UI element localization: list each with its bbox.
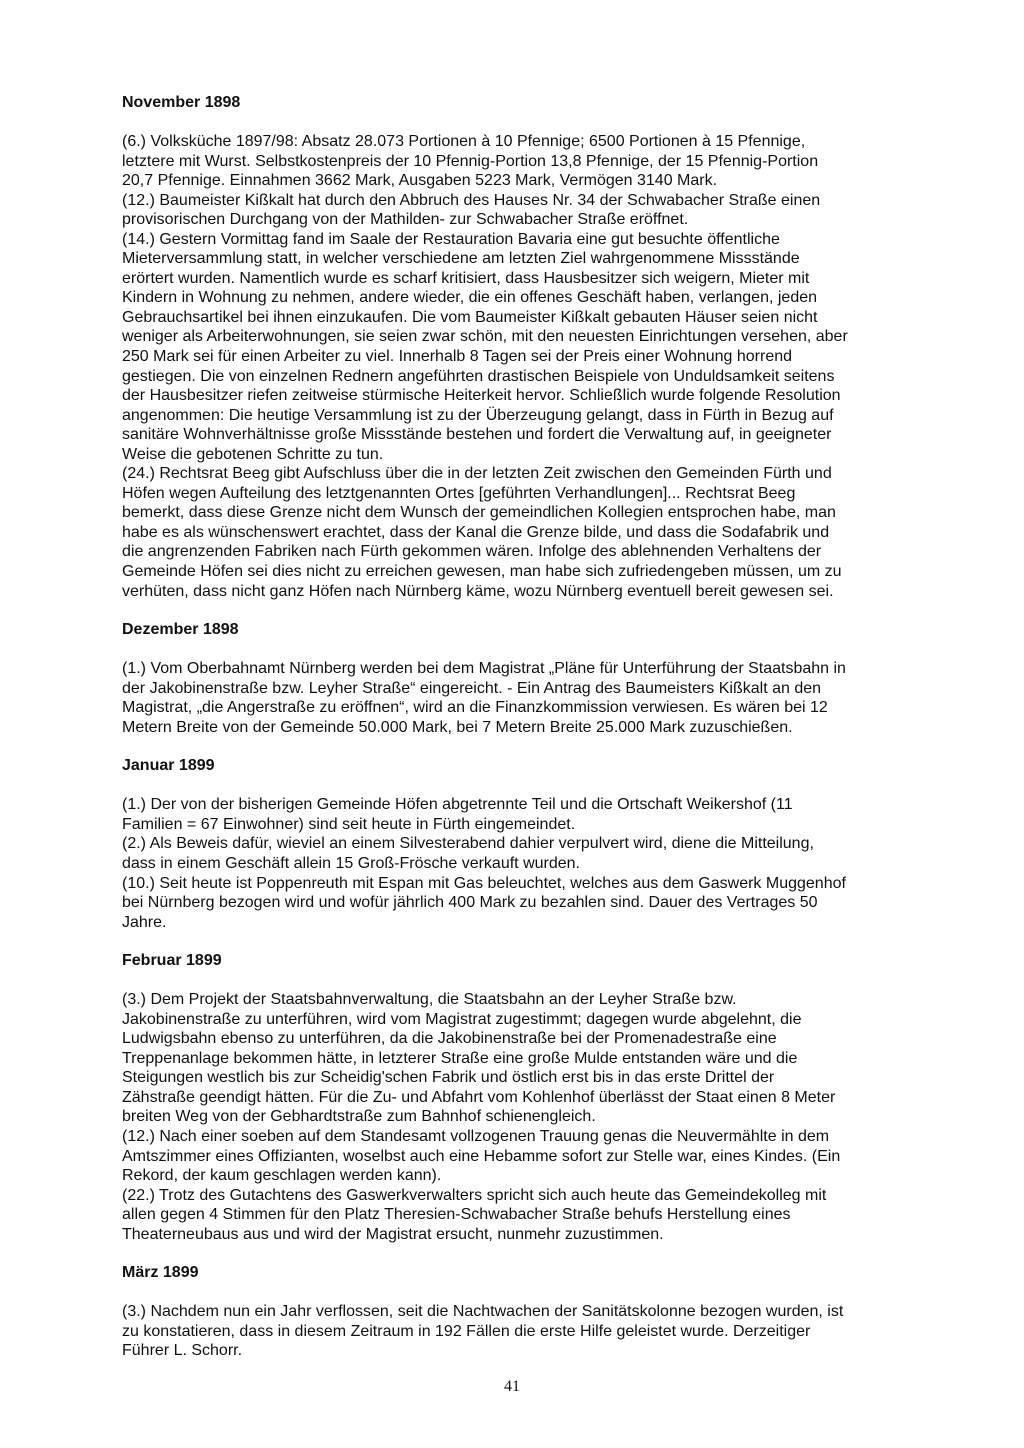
section-text [122, 990, 922, 1244]
text-line: Theaterneubaus aus und wird der Magistrat ersucht, nunmehr zuzustimmen. [122, 1225, 664, 1243]
section-heading: Januar 1899 [122, 757, 215, 775]
section-heading: März 1899 [122, 1264, 199, 1282]
text-line: Höfen wegen Aufteilung des letztgenannten Ortes [geführten Verhandlungen]... Rechtsrat Beeg [122, 484, 796, 502]
text-line: allen gegen 4 Stimmen für den Platz Theresien-Schwabacher Straße behufs Herstellung eines [122, 1206, 791, 1224]
text-line: der Jakobinenstraße bzw. Leyher Straße“ eingereicht. - Ein Antrag des Baumeisters Kißkalt an den [122, 679, 822, 697]
month-section [122, 1263, 922, 1361]
page-number: 41 [504, 1378, 520, 1395]
text-line: Weise die gebotenen Schritte zu tun. [122, 445, 384, 463]
text-line: breiten Weg von der Gebhardtstraße zum Bahnhof schienengleich. [122, 1108, 596, 1126]
text-line: habe es als wünschenswert erachtet, dass der Kanal die Grenze bilde, und dass die Sodafabrik und [122, 523, 830, 541]
text-line: bemerkt, dass diese Grenze nicht dem Wunsch der gemeindlichen Kollegien entsprochen habe, man [122, 504, 836, 522]
text-line: Gebrauchsartikel bei ihnen einzukaufen. Die vom Baumeister Kißkalt gebauten Häuser seien nicht [122, 308, 818, 326]
text-line: bei Nürnberg bezogen wird und wofür jährlich 400 Mark zu bezahlen sind. Dauer des Vertrages 50 [122, 894, 818, 912]
text-line: Mieterversammlung statt, in welcher verschiedene am letzten Ziel wahrgenommene Missstände [122, 250, 800, 268]
text-line: weniger als Arbeiterwohnungen, sie seien zwar schön, mit den neuesten Einrichtungen versehen, aber [122, 328, 848, 346]
text-line: (12.) Nach einer soeben auf dem Standesamt vollzogenen Trauung genas die Neuvermählte in dem [122, 1127, 830, 1145]
text-line: die angrenzenden Fabriken nach Fürth gekommen wären. Infolge des ablehnenden Verhaltens der [122, 543, 822, 561]
text-line: Magistrat, „die Angerstraße zu eröffnen“, wird an die Finanzkommission verwiesen. Es wären bei 12 [122, 699, 828, 717]
text-line: zu konstatieren, dass in diesem Zeitraum in 192 Fällen die erste Hilfe geleistet wurde. Derzeitiger [122, 1322, 811, 1340]
section-heading: Dezember 1898 [122, 621, 239, 639]
text-line: 250 Mark sei für einen Arbeiter zu viel. Innerhalb 8 Tagen sei der Preis einer Wohnung horrend [122, 348, 793, 366]
section-text [122, 659, 922, 737]
section-text [122, 795, 922, 932]
month-section [122, 756, 922, 932]
section-text [122, 132, 922, 601]
text-line: dass in einem Geschäft allein 15 Groß-Frösche verkauft wurden. [122, 854, 580, 872]
text-line: sanitäre Wohnverhältnisse große Missstände bestehen und fordert die Verwaltung auf, in geeigneter [122, 426, 832, 444]
text-line: Rekord, der kaum geschlagen werden kann). [122, 1167, 442, 1185]
section-text [122, 1302, 922, 1361]
text-line: 20,7 Pfennige. Einnahmen 3662 Mark, Ausgaben 5223 Mark, Vermögen 3140 Mark. [122, 172, 718, 190]
month-section [122, 951, 922, 1244]
month-section [122, 620, 922, 737]
text-line: Gemeinde Höfen sei dies nicht zu erreichen gewesen, man habe sich zufriedengeben müssen, um zu [122, 563, 842, 581]
text-line: Zähstraße geendigt hätten. Für die Zu- und Abfahrt vom Kohlenhof überlässt der Staat einen 8 Meter [122, 1088, 836, 1106]
text-line: (22.) Trotz des Gutachtens des Gaswerkverwalters spricht sich auch heute das Gemeindekolleg mit [122, 1186, 827, 1204]
text-line: Jahre. [122, 913, 167, 931]
text-line: angenommen: Die heutige Versammlung ist zu der Überzeugung gelangt, dass in Fürth in Bezug auf [122, 406, 834, 424]
section-heading: Februar 1899 [122, 952, 222, 970]
document-body [122, 93, 922, 1361]
text-line: der Hausbesitzer riefen zeitweise stürmische Heiterkeit hervor. Schließlich wurde folgende Resolution [122, 387, 841, 405]
text-line: (1.) Vom Oberbahnamt Nürnberg werden bei dem Magistrat „Pläne für Unterführung der Staatsbahn in [122, 660, 846, 678]
text-line: Steigungen westlich bis zur Scheidig'schen Fabrik und östlich erst bis in das erste Drittel der [122, 1069, 775, 1087]
text-line: Amtszimmer eines Offizianten, woselbst auch eine Hebamme sofort zur Stelle war, eines Kindes. (Ein [122, 1147, 841, 1165]
section-heading: November 1898 [122, 94, 241, 111]
text-line: Treppenanlage bekommen hätte, in letzterer Straße eine große Mulde entstanden wäre und die [122, 1049, 798, 1067]
text-line: Metern Breite von der Gemeinde 50.000 Mark, bei 7 Metern Breite 25.000 Mark zuzuschießen. [122, 718, 793, 736]
month-section [122, 93, 922, 601]
text-line: (24.) Rechtsrat Beeg gibt Aufschluss über die in der letzten Zeit zwischen den Gemeinden Fürth und [122, 465, 832, 483]
text-line: letztere mit Wurst. Selbstkostenpreis der 10 Pfennig-Portion 13,8 Pfennige, der 15 Pfennig-Portion [122, 152, 819, 170]
text-line: Ludwigsbahn ebenso zu unterführen, da die Jakobinenstraße bei der Promenadestraße eine [122, 1030, 777, 1048]
text-line: (1.) Der von der bisherigen Gemeinde Höfen abgetrennte Teil und die Ortschaft Weikershof (11 [122, 796, 793, 814]
text-line: (3.) Nachdem nun ein Jahr verflossen, seit die Nachtwachen der Sanitätskolonne bezogen wurden, ist [122, 1303, 844, 1321]
text-line: verhüten, dass nicht ganz Höfen nach Nürnberg käme, wozu Nürnberg eventuell bereit gewesen sei. [122, 582, 834, 600]
text-line: provisorischen Durchgang von der Mathilden- zur Schwabacher Straße eröffnet. [122, 211, 689, 229]
text-line: (2.) Als Beweis dafür, wieviel an einem Silvesterabend dahier verpulvert wird, diene die Mitteilung, [122, 835, 814, 853]
text-line: (3.) Dem Projekt der Staatsbahnverwaltung, die Staatsbahn an der Leyher Straße bzw. [122, 991, 737, 1009]
text-line: Führer L. Schorr. [122, 1342, 243, 1360]
text-line: (12.) Baumeister Kißkalt hat durch den Abbruch des Hauses Nr. 34 der Schwabacher Straße einen [122, 191, 821, 209]
text-line: Jakobinenstraße zu unterführen, wird vom Magistrat zugestimmt; dagegen wurde abgelehnt, die [122, 1010, 802, 1028]
text-line: Kindern in Wohnung zu nehmen, andere wieder, die ein offenes Geschäft haben, verlangen, jeden [122, 289, 818, 307]
text-line: (10.) Seit heute ist Poppenreuth mit Espan mit Gas beleuchtet, welches aus dem Gaswerk Muggenhof [122, 874, 846, 892]
text-line: (6.) Volksküche 1897/98: Absatz 28.073 Portionen à 10 Pfennige; 6500 Portionen à 15 Pfennige, [122, 133, 806, 150]
text-line: erörtert wurden. Namentlich wurde es scharf kritisiert, dass Hausbesitzer sich weigern, Mieter mit [122, 269, 810, 287]
text-line: Familien = 67 Einwohner) sind seit heute in Fürth eingemeindet. [122, 815, 576, 833]
text-line: gestiegen. Die von einzelnen Rednern angeführten drastischen Beispiele von Unduldsamkeit seitens [122, 367, 835, 385]
text-line: (14.) Gestern Vormittag fand im Saale der Restauration Bavaria eine gut besuchte öffentliche [122, 230, 780, 248]
